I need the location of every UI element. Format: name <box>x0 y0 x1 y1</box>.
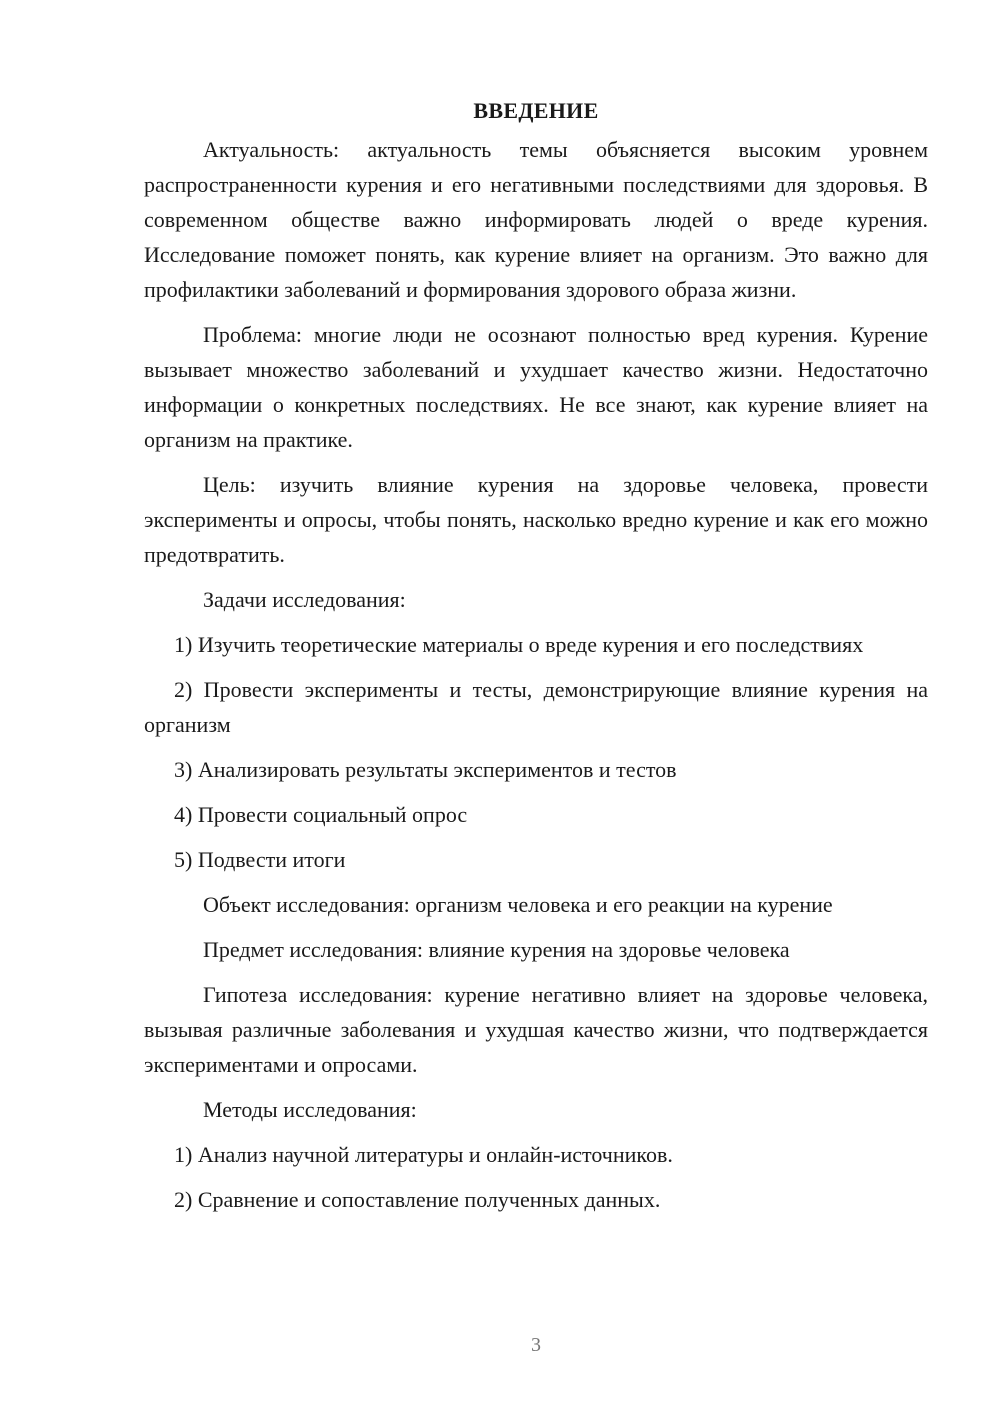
method-item: 2) Сравнение и сопоставление полученных данных. <box>174 1187 661 1212</box>
method-item: 1) Анализ научной литературы и онлайн-источников. <box>174 1142 673 1167</box>
object-paragraph: Объект исследования: организм человека и его реакции на курение <box>203 892 833 917</box>
hypothesis-paragraph: Гипотеза исследования: курение негативно влияет на здоровье человека, вызывая различные заболевания и ухудшая качество жизни, что подтверждается экспериментами и опросами. <box>144 982 928 1077</box>
problem-paragraph: Проблема: многие люди не осознают полностью вред курения. Курение вызывает множество заболеваний и ухудшает качество жизни. Недостаточно информации о конкретных последствиях. Не все знают, как курение влияет на организм на практике. <box>144 322 928 452</box>
subject-paragraph: Предмет исследования: влияние курения на здоровье человека <box>203 937 790 962</box>
tasks-title: Задачи исследования: <box>203 587 406 612</box>
section-heading: ВВЕДЕНИЕ <box>473 98 599 123</box>
task-item: 3) Анализировать результаты экспериментов и тестов <box>174 757 677 782</box>
task-item: 4) Провести социальный опрос <box>174 802 468 827</box>
document-page <box>144 96 928 1227</box>
goal-paragraph: Цель: изучить влияние курения на здоровье человека, провести эксперименты и опросы, чтобы понять, насколько вредно курение и как его можно предотвратить. <box>144 472 928 567</box>
task-item: 1) Изучить теоретические материалы о вреде курения и его последствиях <box>174 632 864 657</box>
page-number: 3 <box>531 1334 541 1356</box>
relevance-paragraph: Актуальность: актуальность темы объясняется высоким уровнем распространенности курения и его негативными последствиями для здоровья. В современном обществе важно информировать людей о вреде курения. Исследование поможет понять, как курение влияет на организм. Это важно для профилактики заболеваний и формирования здорового образа жизни. <box>144 137 928 302</box>
task-item: 5) Подвести итоги <box>174 847 346 872</box>
task-item: 2) Провести эксперименты и тесты, демонстрирующие влияние курения на организм <box>144 677 928 737</box>
methods-title: Методы исследования: <box>203 1097 417 1122</box>
